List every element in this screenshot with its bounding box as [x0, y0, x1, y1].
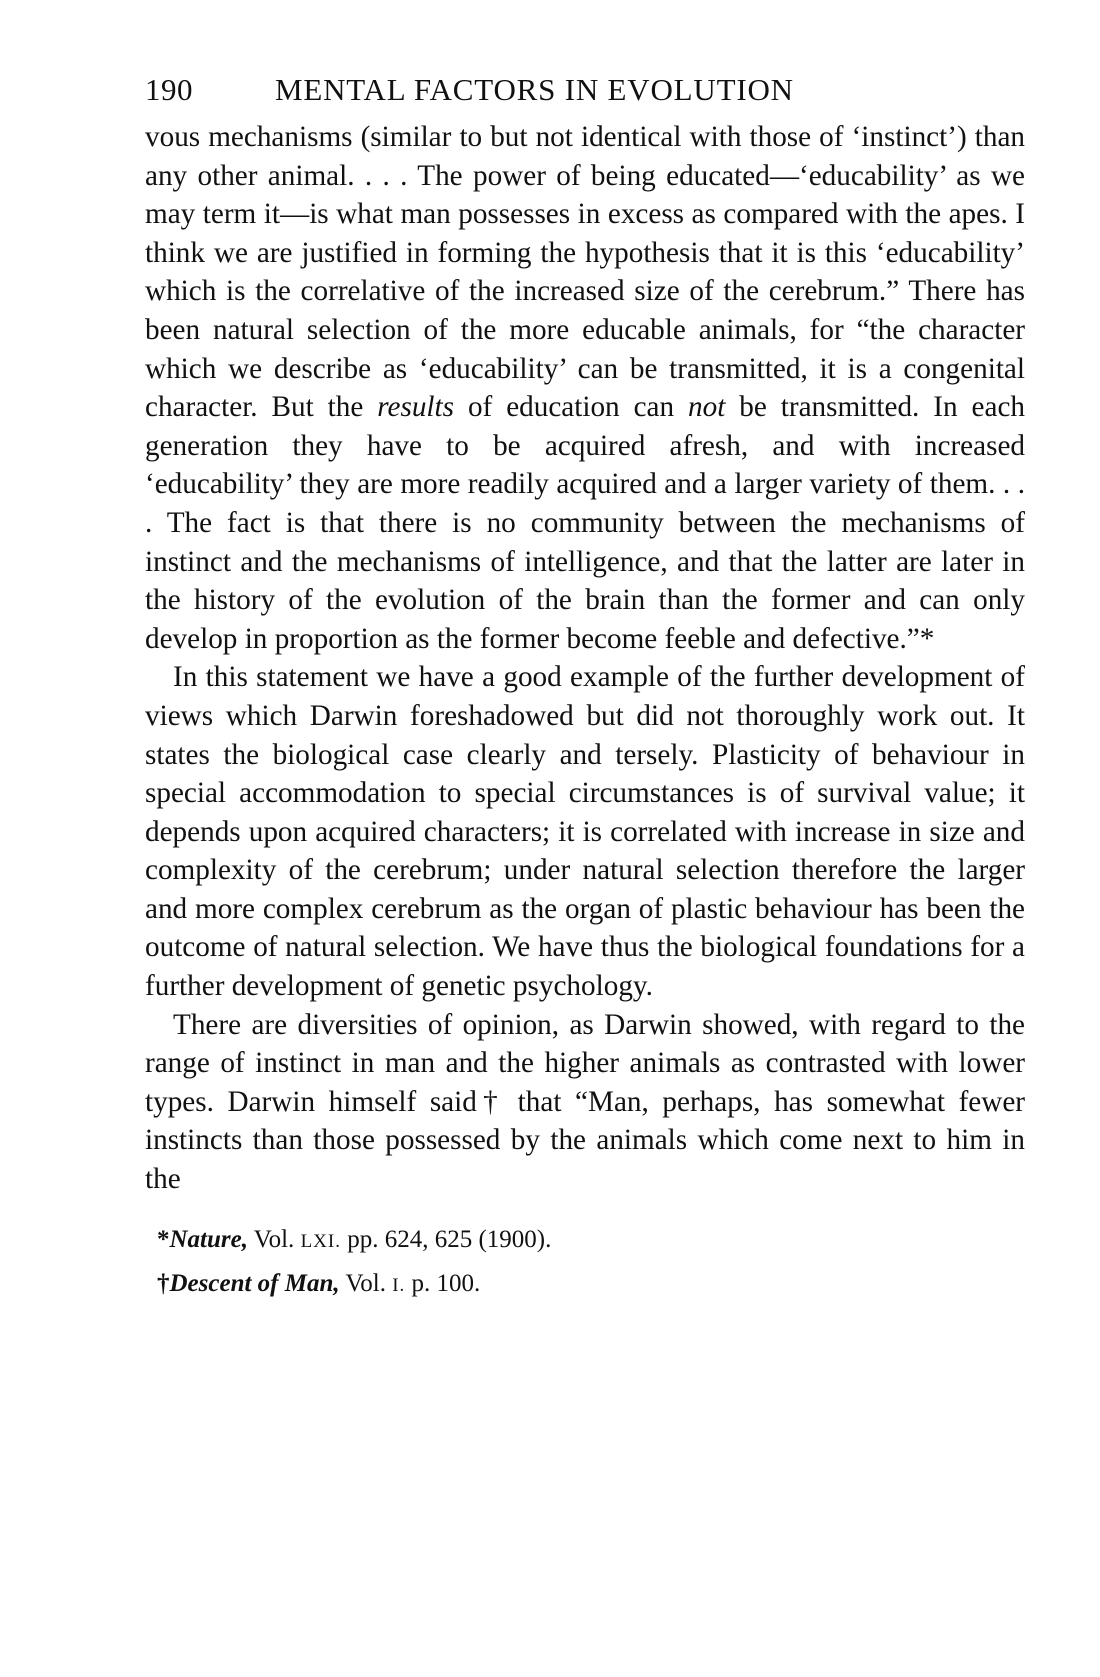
footnote-1 [145, 1221, 1025, 1261]
footnote-volume: LXI. [300, 1230, 341, 1252]
text-segment: In this statement we have a good example of the further development of views which Darwin foreshadowed but did not thoroughly work out. It states the biological case clearly and tersely. Plasticity of behaviour in special accommodation to special circumstances is of survival value; it depends upon acquired characters; it is correlated with increase in size and complexity of the cerebrum; under natural selection therefore the larger and more complex cerebrum as the organ of plastic behaviour has been the outcome of natural selection. We have thus the biological foundations for a further development of genetic psychology. [145, 661, 1025, 1003]
running-head [145, 72, 1025, 108]
text-segment: of education can [454, 391, 689, 424]
italic-word-results: results [377, 391, 455, 424]
paragraph-3 [145, 1006, 1025, 1199]
footnote-source-title: Descent of Man, [169, 1269, 340, 1297]
paragraph-2 [145, 658, 1025, 1005]
footnote-mark: * [157, 1225, 170, 1253]
body-text [145, 118, 1025, 1199]
footnote-volume: I. [392, 1274, 406, 1296]
footnote-pages: pp. 624, 625 (1900). [340, 1225, 552, 1253]
paragraph-1 [145, 118, 1025, 658]
footnote-2 [145, 1265, 1025, 1305]
text-segment: be transmitted. In each generation they have to be acquired afresh, and with increased ‘educability’ they are more readily acquired and a larger variety of them. . . . The fact is that there is no community between the mechanisms of instinct and the mechanisms of intelligence, and that the latter are later in the history of the evolution of the brain than the former and can only develop in proportion as the former become feeble and defective.”* [145, 391, 1025, 655]
page-number: 190 [145, 72, 193, 107]
footnote-vol-prefix: Vol. [339, 1269, 393, 1297]
text-segment: There are diversities of opinion, as Darwin showed, with regard to the range of instinct in man and the higher animals as contrasted with lower types. Darwin himself said† that “Man, perhaps, has somewhat fewer instincts than those possessed by the animals which come next to him in the [145, 1008, 1025, 1196]
running-title: MENTAL FACTORS IN EVOLUTION [275, 72, 794, 107]
footnote-pages: p. 100. [405, 1269, 481, 1297]
footnote-source-title: Nature, [169, 1225, 248, 1253]
text-segment: vous mechanisms (similar to but not identical with those of ‘instinct’) than any other animal. . . . The power of being educated—‘educability’ as we may term it—is what man possesses in excess as compared with the apes. I think we are justified in forming the hypothesis that it is this ‘educability’ which is the correlative of the increased size of the cerebrum.” There has been natural selection of the more educable animals, for “the character which we describe as ‘educability’ can be transmitted, it is a congenital character. But the [145, 121, 1025, 424]
footnote-mark: † [157, 1269, 170, 1297]
footnote-vol-prefix: Vol. [247, 1225, 301, 1253]
footnotes [145, 1221, 1025, 1305]
italic-word-not: not [688, 391, 726, 424]
book-page [145, 72, 1025, 1309]
